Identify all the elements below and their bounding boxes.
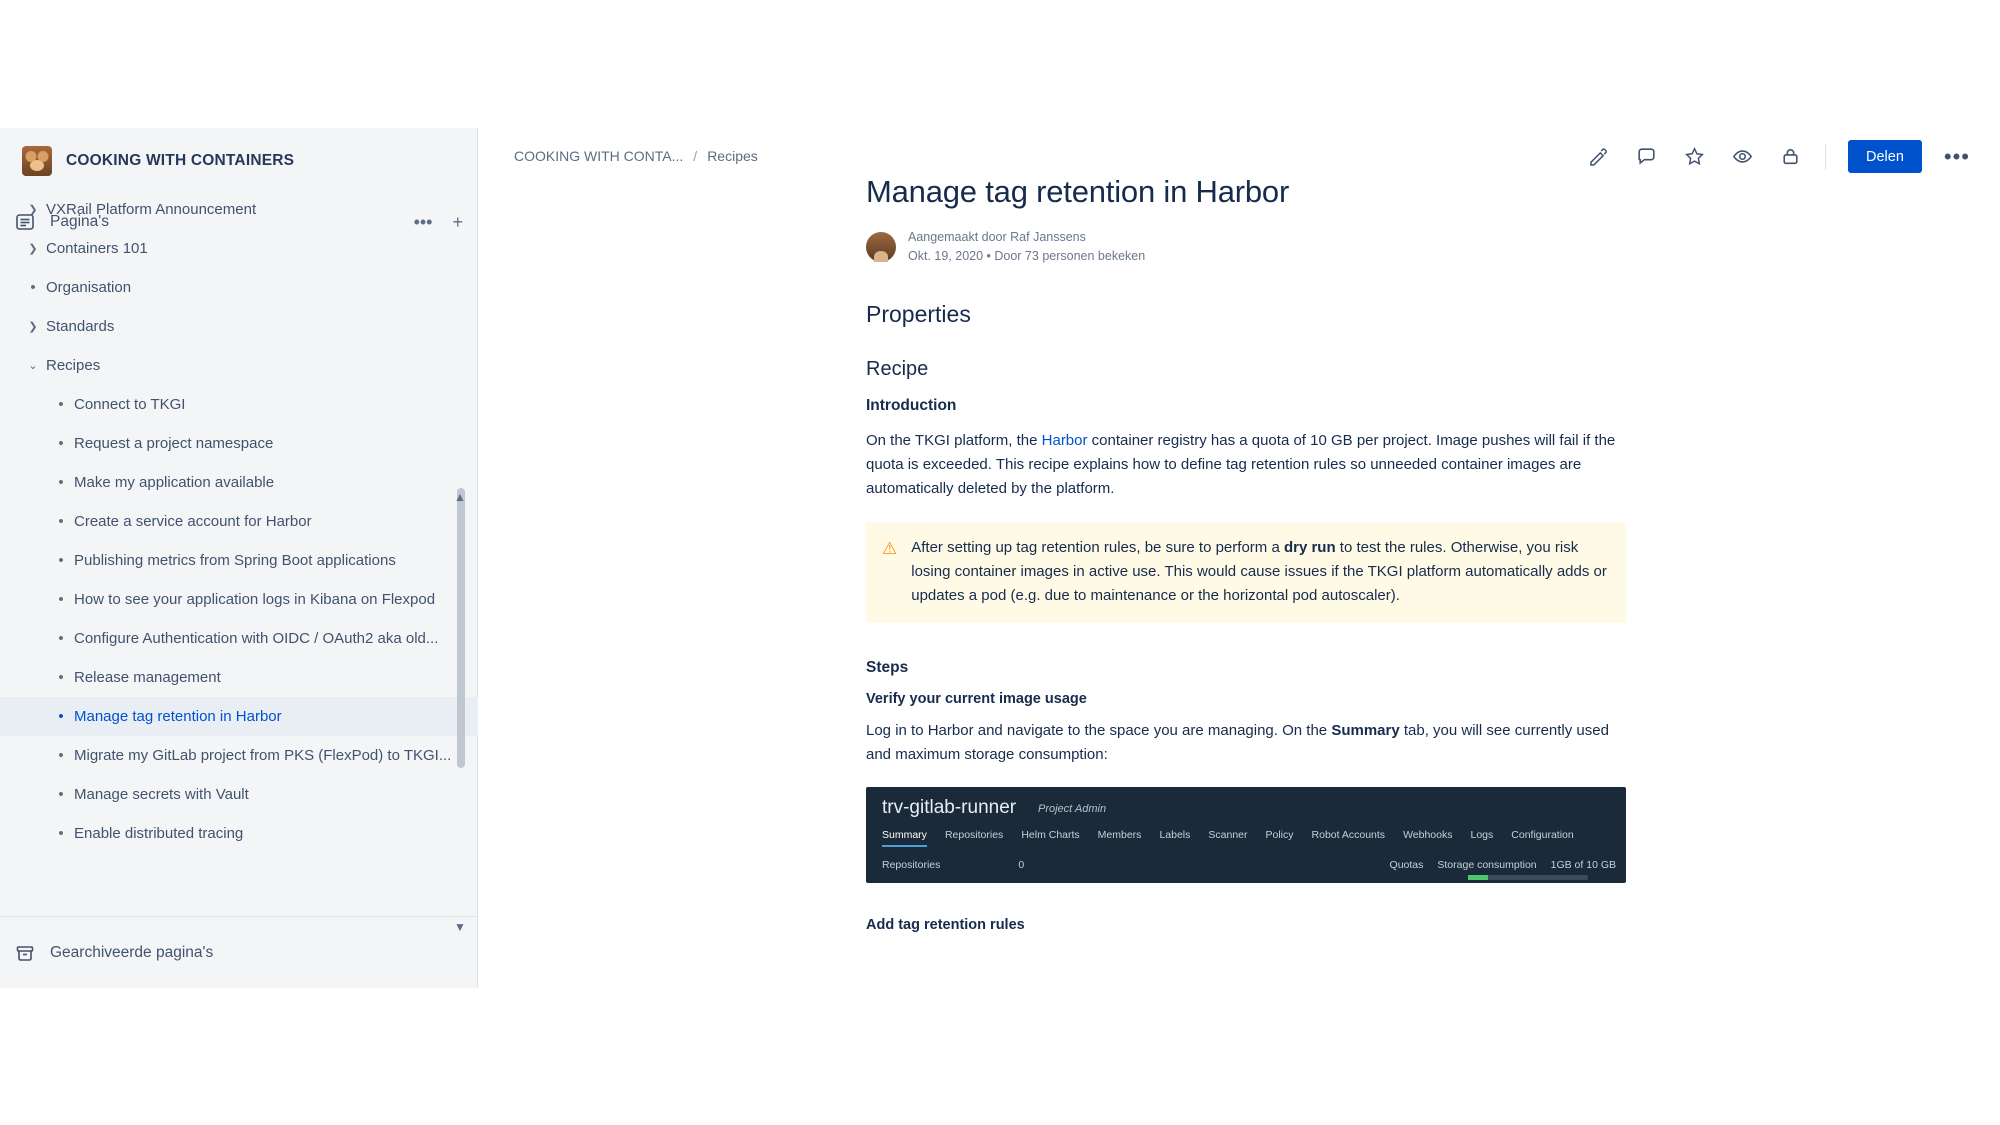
screenshot-quota-fill — [1468, 875, 1488, 880]
space-header[interactable] — [0, 128, 477, 194]
tree-item[interactable] — [0, 541, 478, 580]
tree-item-label: VXRail Platform Announcement — [46, 201, 257, 218]
bullet-icon: • — [58, 435, 64, 452]
harbor-link[interactable]: Harbor — [1041, 431, 1088, 449]
tree-item[interactable] — [0, 229, 478, 268]
tree-item-label: Make my application available — [74, 474, 275, 491]
scroll-down-icon[interactable]: ▼ — [454, 920, 466, 934]
tree-item[interactable] — [0, 502, 478, 541]
chevron-down-icon[interactable]: ⌄ — [28, 360, 38, 372]
section-heading-properties: Properties — [866, 300, 971, 327]
tree-item-manage-tag-retention-in-harbor[interactable] — [0, 697, 478, 736]
scroll-up-icon[interactable]: ▲ — [454, 490, 466, 504]
screenshot-quota-area — [1390, 859, 1616, 871]
archive-icon — [14, 942, 36, 964]
tree-item[interactable] — [0, 736, 478, 775]
restrictions-lock-icon[interactable] — [1777, 144, 1803, 170]
screenshot-storage-label: Storage consumption — [1437, 859, 1537, 872]
tree-item-label: Organisation — [46, 279, 132, 296]
tree-item-label: Manage secrets with Vault — [74, 786, 249, 803]
share-button[interactable]: Delen — [1848, 140, 1922, 173]
author-avatar[interactable] — [866, 232, 896, 262]
bullet-icon: • — [58, 591, 64, 608]
tree-item[interactable] — [0, 580, 478, 619]
tree-item[interactable] — [0, 424, 478, 463]
screenshot-tabs — [882, 829, 1574, 847]
tree-item[interactable] — [0, 307, 478, 346]
verify-paragraph — [866, 719, 1626, 768]
bullet-icon: • — [58, 552, 64, 569]
tree-item-label: Configure Authentication with OIDC / OAuth2 aka old... — [74, 630, 439, 647]
heading-steps: Steps — [866, 658, 909, 676]
tree-item[interactable] — [0, 814, 478, 853]
sidebar-scrollbar-thumb[interactable] — [457, 488, 465, 768]
ellipsis-icon[interactable]: ••• — [413, 212, 433, 232]
space-title: COOKING WITH CONTAINERS — [66, 152, 295, 169]
verify-text-part2: tab, you will see currently used and maximum storage consumption: — [866, 721, 1609, 763]
heading-introduction: Introduction — [866, 396, 957, 414]
screenshot-project-role: Project Admin — [1038, 803, 1107, 816]
breadcrumb-separator: / — [693, 148, 698, 164]
sidebar-item-archived-pages[interactable] — [0, 916, 478, 988]
bullet-icon: • — [58, 669, 64, 686]
tree-item-label: Manage tag retention in Harbor — [74, 708, 282, 725]
bullet-icon: • — [58, 786, 64, 803]
tree-item-label: Recipes — [46, 357, 101, 374]
screenshot-tab-logs: Logs — [1470, 829, 1494, 842]
tree-item-recipes[interactable] — [0, 346, 478, 385]
chevron-right-icon[interactable]: ❯ — [28, 321, 38, 333]
edit-pencil-icon[interactable] — [1585, 144, 1611, 170]
page-meta-text: Okt. 19, 2020 • Door 73 personen bekeken — [908, 249, 1146, 264]
bullet-icon: • — [30, 279, 36, 296]
tree-item[interactable] — [0, 775, 478, 814]
breadcrumb — [514, 148, 758, 164]
screenshot-row-label: Repositories — [882, 859, 941, 872]
byline — [866, 228, 1626, 267]
tree-item[interactable] — [0, 619, 478, 658]
star-icon[interactable] — [1681, 144, 1707, 170]
tree-item[interactable] — [0, 268, 478, 307]
callout-text-part1: After setting up tag retention rules, be sure to perform a — [911, 538, 1284, 556]
breadcrumb-parent-page[interactable]: Recipes — [707, 148, 758, 164]
warning-icon: ⚠ — [882, 538, 898, 558]
heading-add-tag-retention-rules: Add tag retention rules — [866, 917, 1025, 934]
chevron-right-icon[interactable]: ❯ — [28, 204, 38, 216]
screenshot-tab-scanner: Scanner — [1208, 829, 1248, 842]
tree-item-label: Publishing metrics from Spring Boot applications — [74, 552, 396, 569]
top-actions — [1585, 140, 1970, 173]
screenshot-tab-repositories: Repositories — [944, 829, 1004, 842]
callout-text-part2: to test the rules. Otherwise, you risk losing container images in active use. This would cause issues if the TKGI platform automatically adds or updates a pod (e.g. due to maintenance or the horizontal pod autoscaler). — [911, 538, 1607, 605]
tree-item-label: Standards — [46, 318, 115, 335]
archived-pages-label: Gearchiveerde pagina's — [50, 943, 214, 961]
screenshot-tab-summary: Summary — [882, 829, 927, 847]
screenshot-tab-members: Members — [1097, 829, 1142, 842]
tree-item-label: Release management — [74, 669, 221, 686]
heading-verify-image-usage: Verify your current image usage — [866, 690, 1087, 707]
bullet-icon: • — [58, 708, 64, 725]
screenshot-project-name: trv-gitlab-runner — [882, 797, 1017, 819]
tree-item[interactable] — [0, 658, 478, 697]
page-title: Manage tag retention in Harbor — [866, 174, 1290, 209]
tree-item[interactable] — [0, 385, 478, 424]
bullet-icon: • — [58, 630, 64, 647]
space-avatar-icon — [22, 146, 52, 176]
intro-text-part2: container registry has a quota of 10 GB per project. Image pushes will fail if the quota is exceeded. This recipe explains how to define tag retention rules so unneeded container images are automatically deleted by the platform. — [866, 431, 1616, 498]
warning-callout — [866, 522, 1626, 623]
toolbar-divider — [1825, 144, 1826, 170]
comment-icon[interactable] — [1633, 144, 1659, 170]
screenshot-tab-labels: Labels — [1159, 829, 1191, 842]
section-heading-recipe: Recipe — [866, 357, 929, 380]
plus-icon[interactable]: + — [452, 212, 463, 232]
tree-item-label: How to see your application logs in Kibana on Flexpod — [74, 591, 436, 608]
page-content — [866, 174, 1626, 945]
bullet-icon: • — [58, 396, 64, 413]
tree-item[interactable] — [0, 190, 478, 232]
verify-bold-summary: Summary — [1331, 721, 1400, 739]
screenshot-tab-webhooks: Webhooks — [1403, 829, 1453, 842]
screenshot-tab-helm-charts: Helm Charts — [1021, 829, 1080, 842]
harbor-screenshot-image[interactable] — [866, 787, 1626, 883]
pages-label: Pagina's — [50, 213, 109, 230]
verify-text-part1: Log in to Harbor and navigate to the space you are managing. On the — [866, 721, 1332, 739]
screenshot-tab-configuration: Configuration — [1511, 829, 1574, 842]
tree-item-label: Enable distributed tracing — [74, 825, 244, 842]
watch-eye-icon[interactable] — [1729, 144, 1755, 170]
sidebar — [0, 128, 478, 988]
intro-text-part1: On the TKGI platform, the — [866, 431, 1042, 449]
screenshot-row-count: 0 — [1018, 859, 1025, 872]
intro-paragraph — [866, 429, 1626, 502]
callout-bold-dry-run: dry run — [1283, 538, 1336, 556]
bullet-icon: • — [58, 513, 64, 530]
screenshot-tab-robot-accounts: Robot Accounts — [1311, 829, 1386, 842]
confluence-page-app — [0, 128, 2000, 988]
bullet-icon: • — [58, 474, 64, 491]
bullet-icon: • — [58, 747, 64, 764]
screenshot-storage-value: 1GB of 10 GB — [1550, 859, 1616, 872]
tree-item-label: Request a project namespace — [74, 435, 274, 452]
page-tree[interactable] — [0, 190, 478, 842]
tree-item-label: Migrate my GitLab project from PKS (FlexPod) to TKGI... — [74, 747, 452, 764]
tree-item-label: Connect to TKGI — [74, 396, 186, 413]
screenshot-quotas-label: Quotas — [1389, 859, 1424, 872]
bullet-icon: • — [58, 825, 64, 842]
more-actions-icon[interactable]: ••• — [1943, 143, 1970, 169]
tree-item-label: Containers 101 — [46, 240, 148, 257]
screenshot-quota-bar — [1468, 875, 1588, 880]
breadcrumb-space[interactable]: COOKING WITH CONTA... — [514, 148, 684, 164]
chevron-right-icon[interactable]: ❯ — [28, 243, 38, 255]
created-by-text: Aangemaakt door Raf Janssens — [908, 230, 1086, 244]
tree-item[interactable] — [0, 463, 478, 502]
screenshot-tab-policy: Policy — [1265, 829, 1294, 842]
tree-item-label: Create a service account for Harbor — [74, 513, 312, 530]
